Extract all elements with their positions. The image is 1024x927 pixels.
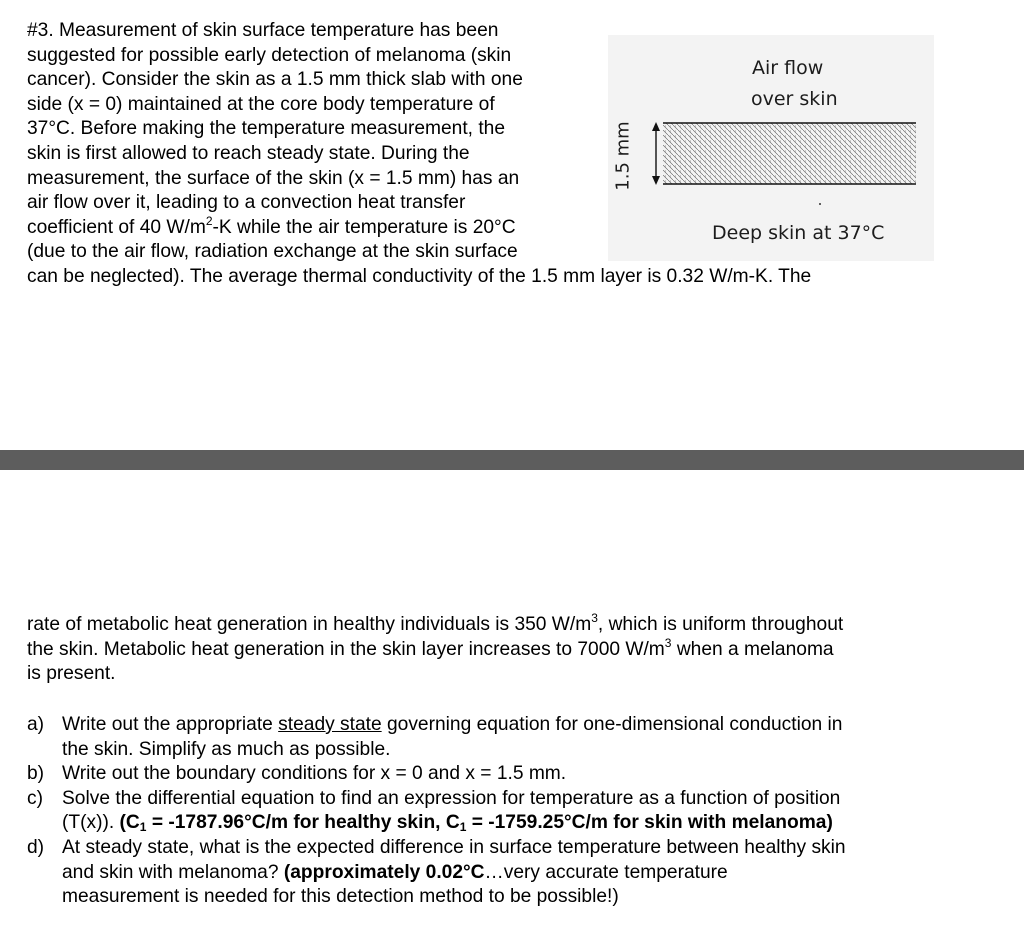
continuation-text (27, 613, 843, 687)
cont1-post: , which is uniform throughout (597, 614, 844, 635)
cont1-pre: rate of metabolic heat generation in healthy individuals is 350 W/m (27, 614, 592, 635)
question-a-line-1 (62, 713, 846, 738)
cont2-sup: 3 (664, 635, 672, 650)
problem-line-3: cancer). Consider the skin as a 1.5 mm thick slab with one (27, 69, 523, 91)
qd-post: …very accurate temperature (484, 861, 728, 883)
question-a-line-2: the skin. Simplify as much as possible. (62, 738, 391, 760)
skin-slab-figure (608, 35, 934, 261)
question-d-line-1: At steady state, what is the expected difference in surface temperature between healthy skin (62, 836, 846, 858)
air-flow-label: Air flow (752, 57, 824, 79)
deep-skin-label: Deep skin at 37°C (712, 222, 885, 244)
qd-pre: and skin with melanoma? (62, 861, 284, 883)
qc-answer (120, 812, 833, 833)
qd-bold: (approximately 0.02°C (283, 861, 485, 883)
problem-line-4: side (x = 0) maintained at the core body temperature of (27, 93, 495, 115)
question-d-line-3: measurement is needed for this detection method to be possible!) (62, 886, 619, 908)
question-c-line-2 (62, 811, 846, 836)
qa-post: governing equation for one-dimensional conduction in (381, 714, 843, 735)
question-list (27, 713, 846, 910)
continuation-line-1 (27, 613, 843, 638)
problem-line-11: can be neglected). The average thermal conductivity of the 1.5 mm layer is 0.32 W/m-K. The (27, 265, 812, 287)
line9-post: -K while the air temperature is 20°C (212, 216, 516, 238)
qa-pre: Write out the appropriate (62, 714, 279, 735)
problem-section (0, 0, 1024, 450)
problem-line-10: (due to the air flow, radiation exchange at the skin surface (27, 241, 518, 263)
question-d (27, 836, 846, 910)
continuation-line-2 (27, 635, 843, 663)
line9-pre: coefficient of 40 W/m (27, 216, 206, 238)
skin-layer (663, 123, 916, 184)
qc-answer-a-post: = -1787.96°C/m for healthy skin, C (146, 812, 460, 834)
page-divider (0, 450, 1024, 470)
problem-line-8: air flow over it, leading to a convection heat transfer (27, 192, 466, 214)
question-a-marker: a) (27, 714, 45, 735)
question-c (27, 787, 846, 836)
over-skin-label: over skin (751, 88, 838, 110)
question-c-line-1: Solve the differential equation to find an expression for temperature as a function of position (62, 787, 841, 809)
problem-line-2: suggested for possible early detection of melanoma (skin (27, 44, 512, 66)
continuation-section (0, 470, 1024, 927)
qc-answer-b-post: = -1759.25°C/m for skin with melanoma) (466, 812, 833, 834)
qc-answer-a-sub: 1 (139, 820, 147, 835)
arrow-up-icon (652, 122, 660, 131)
arrow-down-icon (652, 176, 660, 185)
question-d-line-2 (62, 861, 846, 886)
question-b (27, 762, 846, 787)
question-a (27, 713, 846, 762)
continuation-line-3: is present. (27, 663, 116, 685)
question-c-marker: c) (27, 787, 43, 809)
cont2-pre: the skin. Metabolic heat generation in the skin layer increases to 7000 W/m (27, 638, 665, 660)
question-d-marker: d) (27, 836, 45, 858)
problem-line-6: skin is first allowed to reach steady state. During the (27, 142, 470, 164)
qa-underlined: steady state (278, 714, 382, 735)
cont2-post: when a melanoma (671, 638, 834, 660)
problem-line-1: #3. Measurement of skin surface temperature has been (27, 20, 499, 41)
qc-pre: (T(x)). (62, 812, 120, 834)
thickness-label: 1.5 mm (612, 121, 634, 191)
stray-dot (819, 203, 821, 205)
question-b-line-1: Write out the boundary conditions for x = 0 and x = 1.5 mm. (62, 763, 567, 785)
question-b-marker: b) (27, 763, 45, 785)
qc-answer-b-sub: 1 (459, 820, 467, 835)
line9-sup: 2 (205, 213, 213, 228)
cont1-sup: 3 (591, 611, 598, 625)
problem-line-5: 37°C. Before making the temperature measurement, the (27, 118, 506, 140)
qc-answer-a-pre: (C (119, 812, 140, 834)
problem-line-7: measurement, the surface of the skin (x = 1.5 mm) has an (27, 167, 520, 189)
